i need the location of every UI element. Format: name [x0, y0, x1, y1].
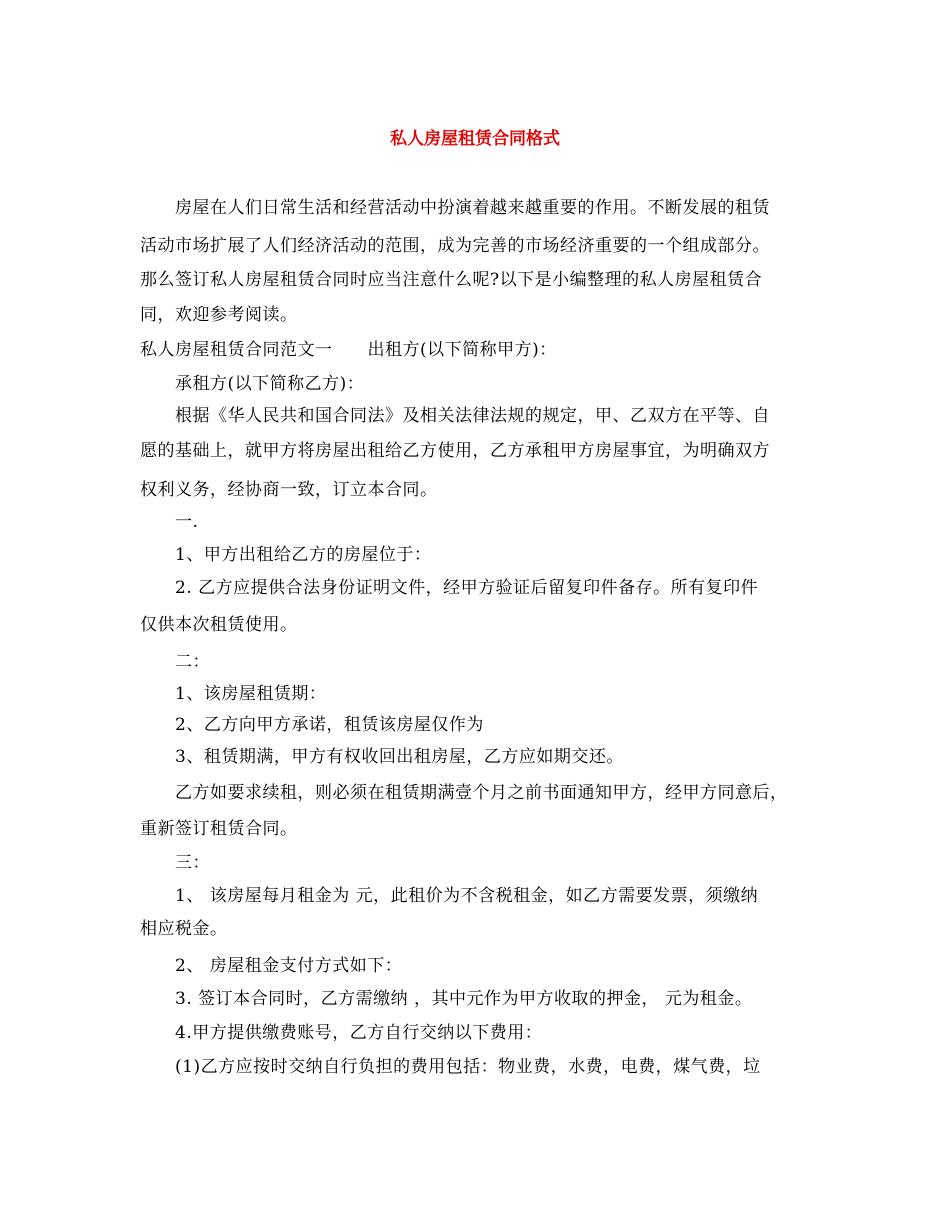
paragraph-line: 1、 该房屋每月租金为 元，此租价为不含税租金，如乙方需要发票，须缴纳 — [175, 886, 759, 906]
paragraph-line: 同，欢迎参考阅读。 — [140, 305, 298, 325]
paragraph-line: 承租方(以下简称乙方)： — [175, 374, 365, 394]
section-heading: 二： — [175, 652, 210, 672]
section-heading: 一. — [175, 512, 199, 532]
paragraph-line: 3、租赁期满，甲方有权收回出租房屋，乙方应如期交还。 — [175, 747, 624, 767]
paragraph-line: 乙方如要求续租，则必须在租赁期满壹个月之前书面通知甲方，经甲方同意后， — [175, 783, 788, 803]
paragraph-line: 根据《华人民共和国合同法》及相关法律法规的规定，甲、乙双方在平等、自 — [175, 406, 770, 426]
paragraph-line: 1、该房屋租赁期： — [175, 684, 327, 704]
paragraph-line: 活动市场扩展了人们经济活动的范围，成为完善的市场经济重要的一个组成部分。 — [140, 236, 770, 256]
paragraph-line: 重新签订租赁合同。 — [140, 819, 298, 839]
paragraph-line: 相应税金。 — [140, 919, 228, 939]
paragraph-line: (1)乙方应按时交纳自行负担的费用包括：物业费，水费，电费，煤气费，垃 — [175, 1057, 761, 1077]
section-heading: 三： — [175, 853, 210, 873]
paragraph-line: 私人房屋租赁合同范文一 出租方(以下简称甲方)： — [140, 340, 557, 360]
paragraph-line: 愿的基础上，就甲方将房屋出租给乙方使用，乙方承租甲方房屋事宜，为明确双方 — [140, 441, 770, 461]
paragraph-line: 1、甲方出租给乙方的房屋位于： — [175, 545, 432, 565]
paragraph-line: 权利义务，经协商一致，订立本合同。 — [140, 480, 438, 500]
paragraph-line: 3. 签订本合同时，乙方需缴纳 ，其中元作为甲方收取的押金， 元为租金。 — [175, 989, 753, 1009]
paragraph-line: 4.甲方提供缴费账号，乙方自行交纳以下费用： — [175, 1023, 543, 1043]
paragraph-line: 2、乙方向甲方承诺，租赁该房屋仅作为 — [175, 715, 484, 735]
paragraph-line: 2. 乙方应提供合法身份证明文件，经甲方验证后留复印件备存。所有复印件 — [175, 578, 759, 598]
document-title: 私人房屋租赁合同格式 — [390, 129, 560, 149]
paragraph-line: 那么签订私人房屋租赁合同时应当注意什么呢?以下是小编整理的私人房屋租赁合 — [140, 270, 763, 290]
paragraph-line: 2、 房屋租金支付方式如下： — [175, 956, 403, 976]
paragraph-line: 仅供本次租赁使用。 — [140, 615, 298, 635]
paragraph-line: 房屋在人们日常生活和经营活动中扮演着越来越重要的作用。不断发展的租赁 — [175, 198, 770, 218]
